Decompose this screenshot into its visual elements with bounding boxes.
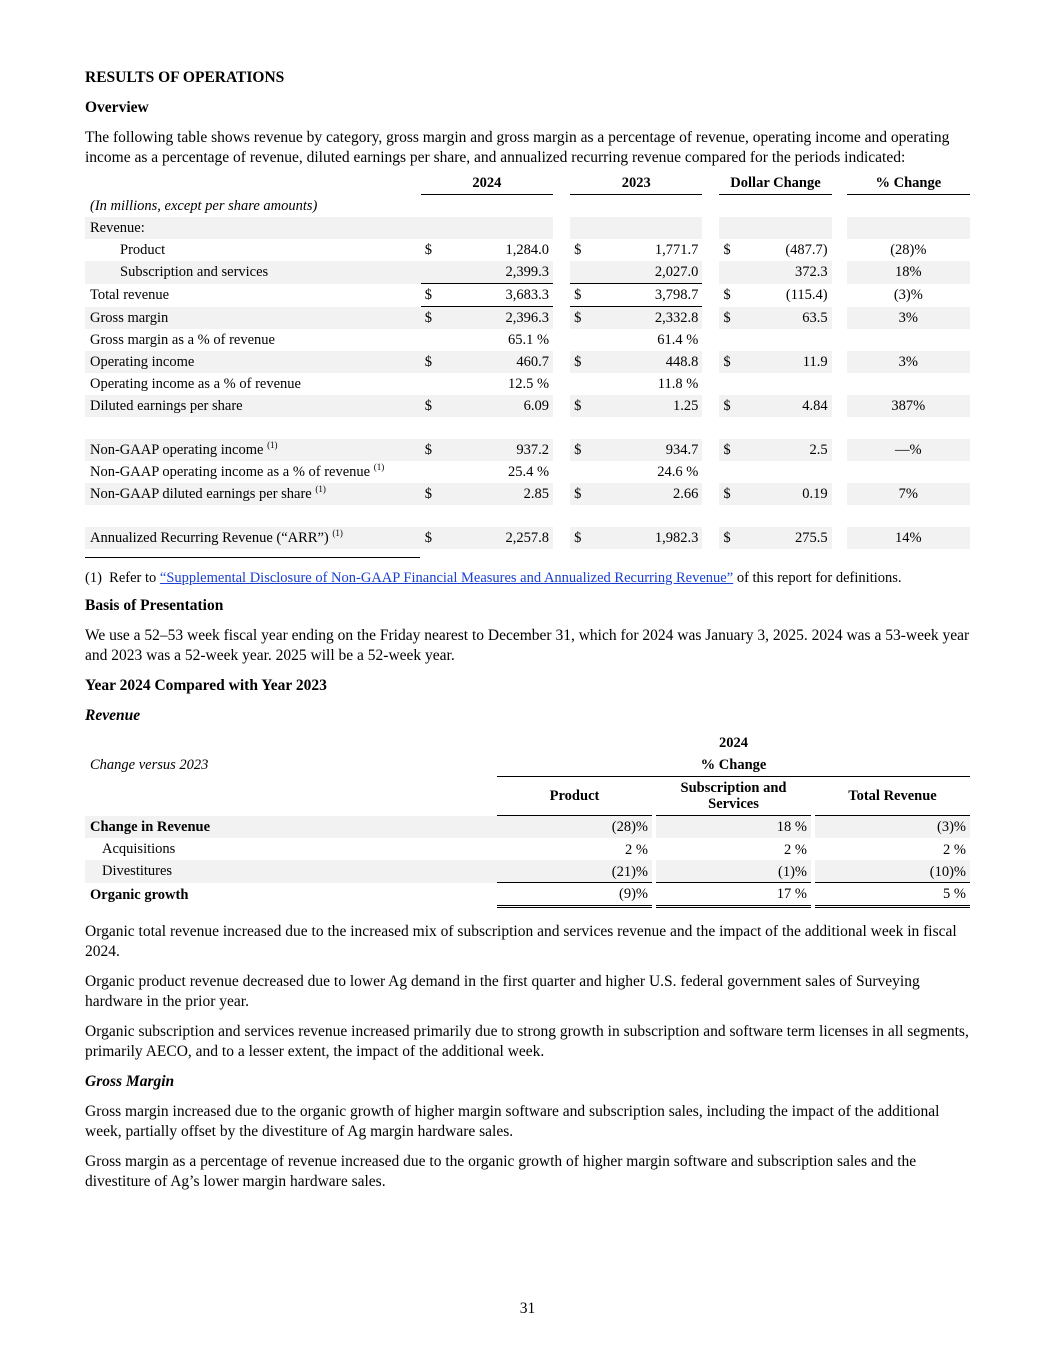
row-label: Non-GAAP operating income as a % of revenue $^{(1)}$: [90, 462, 385, 480]
table-row: [85, 217, 970, 239]
table-row-nongaap-eps: Non-GAAP diluted earnings per share $^{(1)}$ $ 2.85 $ 2.66 $ 0.19 7%: [85, 483, 970, 505]
revenue-paragraph-3: Organic subscription and services revenue increased primarily due to strong growth in subscription and software term licenses in all segments, primarily AECO, and to a lesser extent, the impact of the additional week.: [85, 1023, 969, 1060]
value-2023: 2,027.0: [590, 261, 702, 284]
dollar-change: 63.5: [739, 307, 831, 330]
pct-change: 3%: [847, 351, 970, 373]
comparison-heading: Year 2024 Compared with Year 2023: [85, 677, 327, 694]
supplemental-disclosure-link[interactable]: “Supplemental Disclosure of Non-GAAP Financial Measures and Annualized Recurring Revenue”: [159, 570, 734, 586]
pct-change: 18%: [847, 261, 970, 284]
overview-heading: Overview: [85, 99, 149, 116]
table-row-arr: Annualized Recurring Revenue (“ARR”) $^{(1)}$ $ 2,257.8 $ 1,982.3 $ 275.5 14%: [85, 527, 970, 549]
table-header-row: [85, 172, 970, 195]
pct-change: (28)%: [890, 242, 927, 258]
gross-margin-paragraph-1: Gross margin increased due to the organic growth of higher margin software and subscription sales, including the impact of the additional week, partially offset by the divestiture of Ag margin hardware sales.: [85, 1103, 940, 1140]
col-2024: 2024: [421, 172, 553, 195]
value-2024: 460.7: [441, 351, 553, 373]
table-row: [85, 195, 970, 218]
table-row-nongaap-oi-pct: [85, 461, 970, 483]
row-label: Product: [120, 242, 166, 258]
table-row-gross-margin: Gross margin $ 2,396.3 $ 2,332.8 $ 63.5 3%: [85, 307, 970, 330]
col-total-revenue: Total Revenue: [815, 777, 970, 816]
value-2023: 934.7: [590, 439, 702, 461]
value-2024: 2.85: [441, 483, 553, 505]
value-2023: 2,332.8: [590, 307, 702, 330]
row-label: Annualized Recurring Revenue (“ARR”) $^{(1)}$: [85, 527, 421, 549]
row-label: Non-GAAP operating income $^{(1)}$: [85, 439, 421, 461]
col-2023: 2023: [570, 172, 702, 195]
table-row-operating-income: Operating income $ 460.7 $ 448.8 $ 11.9 3%: [85, 351, 970, 373]
row-label: Gross margin: [85, 307, 421, 330]
pct-change: 14%: [847, 527, 970, 549]
pct-change: 3%: [847, 307, 970, 330]
table-row-oi-pct: [85, 373, 970, 395]
pct-change: 7%: [847, 483, 970, 505]
pct-change: —%: [847, 439, 970, 461]
value-2024: 12.5 %: [507, 376, 550, 392]
revenue-paragraph-2: Organic product revenue decreased due to lower Ag demand in the first quarter and higher U.S. federal government sales of Surveying hardware in the prior year.: [85, 973, 920, 1010]
results-table: [85, 172, 970, 549]
change-versus-label: Change versus 2023: [90, 757, 209, 774]
table-row-diluted-eps: Diluted earnings per share $ 6.09 $ 1.25 $ 4.84 387%: [85, 395, 970, 417]
value-2024: 25.4 %: [507, 464, 550, 480]
pct-change: (3)%: [893, 287, 923, 303]
dollar-change: (115.4): [785, 287, 828, 303]
row-label: Operating income as a % of revenue: [90, 376, 301, 392]
col-product: Product: [497, 777, 652, 816]
value-2023: 1,771.7: [654, 242, 699, 258]
table-row-nongaap-oi: Non-GAAP operating income $^{(1)}$ $ 937.2 $ 934.7 $ 2.5 —%: [85, 439, 970, 461]
row-label: Operating income: [85, 351, 421, 373]
table-row-acquisitions: Acquisitions 2 % 2 % 2 %: [102, 841, 966, 858]
footnote-divider: [85, 557, 420, 558]
row-label: Non-GAAP diluted earnings per share $^{(1)}$: [85, 483, 421, 505]
year-header: 2024: [719, 735, 748, 751]
revenue-heading: Revenue: [85, 707, 141, 724]
value-2024: 1,284.0: [505, 242, 550, 258]
value-2024: 6.09: [441, 395, 553, 417]
row-label: Gross margin as a % of revenue: [90, 332, 275, 348]
basis-heading: Basis of Presentation: [85, 597, 224, 614]
value-2023: 1.25: [590, 395, 702, 417]
value-2024: 2,396.3: [441, 307, 553, 330]
footnote: (1) Refer to “Supplemental Disclosure of Non-GAAP Financial Measures and Annualized Recurring Revenue” of this report for definitions.: [85, 570, 902, 586]
table-row-change-in-revenue: Change in Revenue (28)% 18 % (3)%: [85, 816, 970, 839]
overview-intro: The following table shows revenue by category, gross margin and gross margin as a percentage of revenue, operating income and operating income as a percentage of revenue, diluted earnings per share, and annualized recurring revenue compared for the periods indicated:: [85, 129, 950, 166]
dollar-change: 2.5: [739, 439, 831, 461]
basis-text: We use a 52–53 week fiscal year ending on the Friday nearest to December 31, which for 2024 was January 3, 2025. 2024 was a 53-week year and 2023 was a 52-week year. 2025 will be a 52-week year.: [85, 627, 970, 664]
value-2023: 2.66: [590, 483, 702, 505]
value-2024: 937.2: [441, 439, 553, 461]
table-row-gm-pct: [85, 329, 970, 351]
gross-margin-heading: Gross Margin: [85, 1073, 175, 1090]
value-2023: 24.6 %: [657, 464, 699, 480]
value-2023: 11.8 %: [657, 376, 699, 392]
revenue-label: Revenue:: [85, 217, 421, 239]
value-2023: 61.4 %: [657, 332, 699, 348]
table-row-divestitures: Divestitures (21)% (1)% (10)%: [85, 860, 970, 883]
pct-change: 387%: [847, 395, 970, 417]
table-row-product: Product $ 1,284.0 $ 1,771.7 $ (487.7) (28)%: [85, 239, 970, 261]
table-row-subscription: [85, 261, 970, 284]
col-dollar-change: Dollar Change: [719, 172, 831, 195]
value-2024: 2,257.8: [441, 527, 553, 549]
value-2024: 65.1 %: [507, 332, 550, 348]
row-label: Diluted earnings per share: [85, 395, 421, 417]
gross-margin-paragraph-2: Gross margin as a percentage of revenue increased due to the organic growth of higher margin software and subscription sales and the divestiture of Ag’s lower margin hardware sales.: [85, 1153, 917, 1190]
pct-change-header: % Change: [497, 754, 970, 777]
table-row-total-revenue: Total revenue $ 3,683.3 $ 3,798.7 $ (115.4) (3)%: [85, 284, 970, 307]
document-page: [85, 62, 970, 1192]
dollar-change: (487.7): [785, 242, 828, 258]
revenue-paragraph-1: Organic total revenue increased due to the increased mix of subscription and services revenue and the impact of the additional week in fiscal 2024.: [85, 923, 957, 960]
table-row-organic-growth: Organic growth (9)% 17 % 5 %: [85, 883, 970, 907]
value-2024: 2,399.3: [441, 261, 553, 284]
revenue-change-table: [85, 732, 970, 908]
value-2023: 1,982.3: [590, 527, 702, 549]
units-note: (In millions, except per share amounts): [90, 197, 318, 214]
value-2023: 448.8: [590, 351, 702, 373]
dollar-change: 0.19: [739, 483, 831, 505]
value-2023: 3,798.7: [590, 284, 702, 307]
col-subscription: Subscription and Services: [656, 777, 811, 816]
row-label: Subscription and services: [85, 261, 421, 284]
value-2024: 3,683.3: [441, 284, 553, 307]
dollar-change: 4.84: [739, 395, 831, 417]
page-number: 31: [519, 1300, 536, 1317]
col-pct-change: % Change: [847, 172, 970, 195]
dollar-change: 11.9: [739, 351, 831, 373]
dollar-change: 275.5: [739, 527, 831, 549]
dollar-change: 372.3: [739, 261, 831, 284]
section-title: RESULTS OF OPERATIONS: [85, 69, 285, 86]
row-label: Total revenue: [90, 287, 170, 303]
